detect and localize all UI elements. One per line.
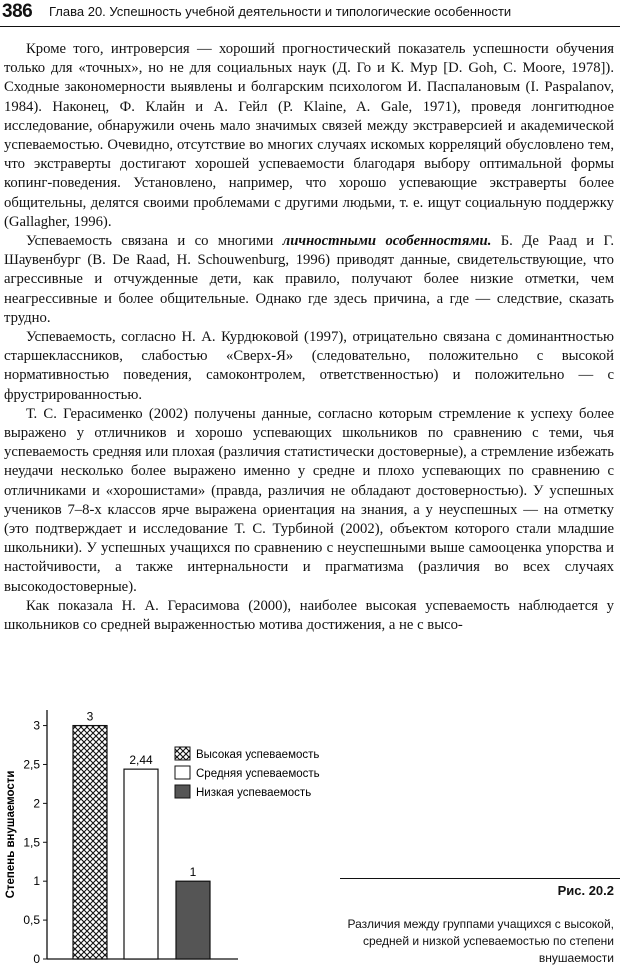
page-header [0,0,620,27]
bar [73,726,107,959]
paragraph-text: Успеваемость связана и со многими [26,233,283,250]
legend-swatch [175,747,190,760]
emphasis-text: личностными особенностями. [282,233,492,250]
paragraph: Успеваемость, согласно Н. А. Курдюковой (1997), отрицательно связана с доминантностью старшеклассников, слабостью «Сверх-Я» (следовательно, положительно с высокой нормативностью поведения, самоконтролем, ответственностью) и положительно — с фрустрированностью. [4,329,614,403]
legend-label: Низкая успеваемость [196,787,312,799]
body-text [4,40,614,635]
bar-value-label: 1 [189,865,197,880]
bar-chart [0,700,330,973]
bar [176,881,210,959]
page-number: 386 [2,1,33,22]
y-tick-label: 2,5 [23,757,40,772]
legend-swatch [175,766,190,779]
paragraph-text: Б. Де Раад и Г. Шаувенбург (B. De Raad, H. Schouwenburg, 1996) приводят данные, свидетельствующие, что агрессивные и отчужденные дети, как правило, получают более низкие отметки, чем неагрессивные и более общительные. Однако где здесь причина, а где — следствие, сказать трудно. [4,233,614,326]
paragraph [4,232,614,328]
legend-swatch [175,785,190,798]
y-tick-label: 1,5 [23,835,40,850]
running-head: Глава 20. Успешность учебной деятельности и типологические особенности [49,4,512,19]
y-tick-label: 1 [33,874,40,889]
y-axis-label: Степень внушаемости [5,770,17,899]
y-tick-label: 0 [33,952,40,966]
bar-value-label: 3 [86,709,94,724]
y-tick-label: 3 [33,718,40,733]
paragraph: Кроме того, интроверсия — хороший прогностический показатель успешности обучения только для «точных», но не для социальных наук (Д. Го и К. Мур [D. Goh, C. Moore, 1978]). Сходные закономерности выявлены и болгарским психологом И. Паспалановым (I. Paspalanov, 1984). Наконец, Ф. Клайн и А. Гейл (P. Klaine, A. Gale, 1971), проведя лонгитюдное исследование, обнаружили очень мало значимых связей между экстраверсией и академической успеваемостью. Очевидно, отсутствие во многих случаях искомых корреляций обусловлено тем, что экстраверты достигают хорошей успеваемости благодаря выбору оптимальной формы копинг-поведения. Установлено, например, что хорошо успевающие экстраверты более общительны, делятся своими проблемами с другими людьми, т. е. ищут социальную поддержку (Gallagher, 1996). [4,41,614,230]
caption-divider [340,878,620,879]
paragraph: Т. С. Герасименко (2002) получены данные, согласно которым стремление к успеху более выражено у отличников и хорошо успевающих школьников по сравнению с теми, чья успеваемость средняя или плохая (различия статистически достоверные), а стремление избежать неудачи несколько более выражено именно у средне и плохо успевающих по сравнению с отличниками и «хорошистами» (правда, различия не обладают достоверностью). У успешных учеников 7–8-х классов ярче выражена ориентация на знания, а у неуспешных — на отметку (это подтверждает и исследование Т. С. Турбиной (2002), объектом которого стали младшие школьники). У успешных учащихся по сравнению с неуспешными выше самооценка упорства и настойчивости, а также интернальности и прагматизма (различия во всех случаях высокодостоверные). [4,405,614,595]
figure-caption: Различия между группами учащихся с высокой, средней и низкой успеваемостью по степени внушаемости [347,917,614,965]
bar-value-label: 2,44 [129,753,153,768]
bar [124,769,158,959]
y-tick-label: 0,5 [23,913,40,928]
legend-label: Средняя успеваемость [196,768,320,780]
paragraph: Как показала Н. А. Герасимова (2000), наиболее высокая успеваемость наблюдается у школьников со средней выраженностью мотива достижения, а не с высо- [4,597,614,634]
legend-label: Высокая успеваемость [196,749,320,761]
y-tick-label: 2 [33,796,40,811]
figure-label: Рис. 20.2 [557,883,614,898]
